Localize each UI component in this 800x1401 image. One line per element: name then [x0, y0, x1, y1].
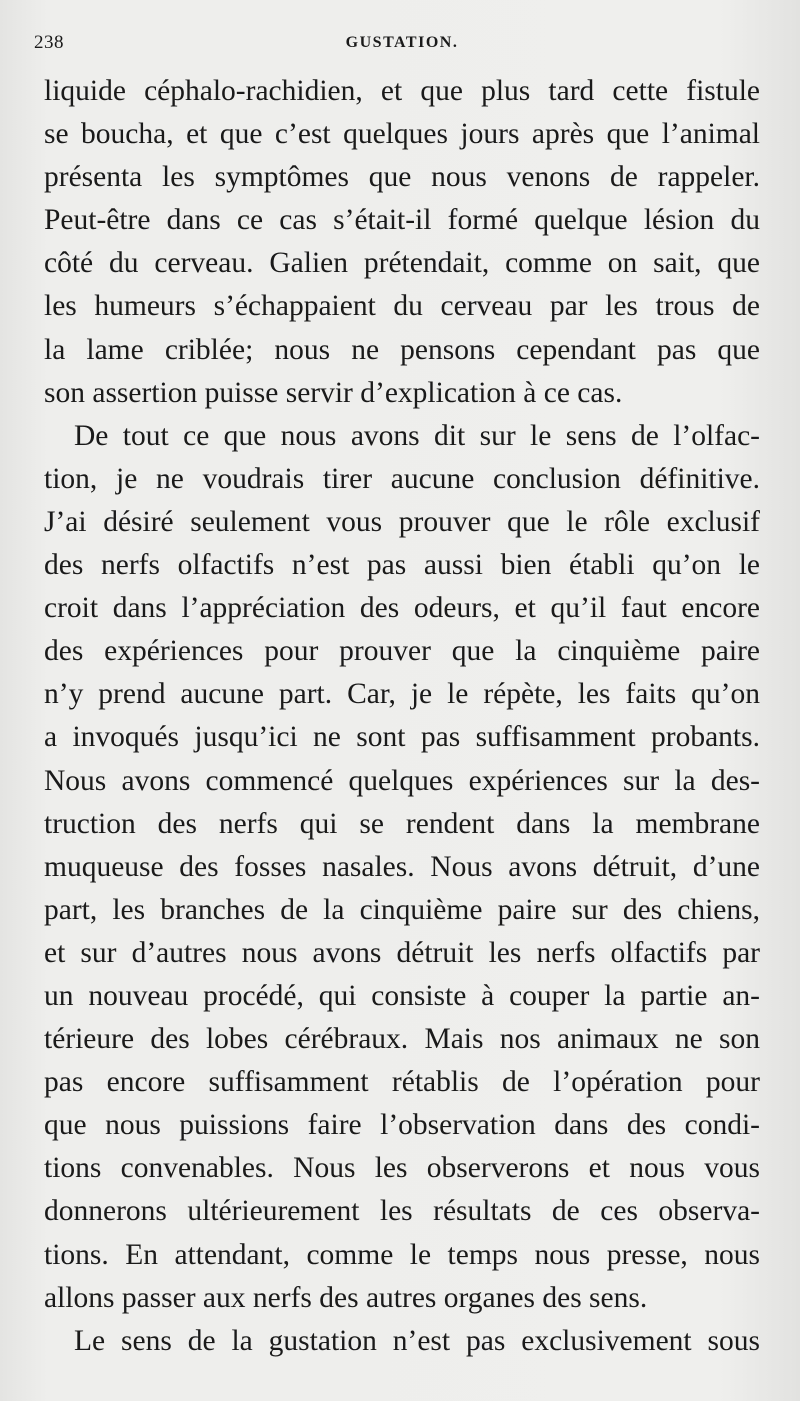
running-head: [34, 0, 760, 53]
text-line: des expériences pour prouver que la cinquième paire: [44, 635, 760, 668]
body-text: [44, 70, 760, 1363]
text-line: J’ai désiré seulement vous prouver que le rôle exclusif: [44, 505, 760, 538]
text-line: n’y prend aucune part. Car, je le répète, les faits qu’on: [44, 678, 760, 711]
text-line: Le sens de la gustation n’est pas exclusivement sous: [74, 1324, 760, 1357]
text-line: et sur d’autres nous avons détruit les nerfs olfactifs par: [44, 936, 760, 969]
text-line: allons passer aux nerfs des autres organes des sens.: [44, 1281, 648, 1314]
text-line: muqueuse des fosses nasales. Nous avons détruit, d’une: [44, 850, 760, 883]
text-line: liquide céphalo-rachidien, et que plus tard cette fistule: [44, 75, 760, 107]
text-line: son assertion puisse servir d’explication à ce cas.: [44, 376, 623, 409]
text-line: se boucha, et que c’est quelques jours après que l’animal: [44, 118, 760, 151]
text-line: un nouveau procédé, qui consiste à couper la partie an-: [44, 979, 760, 1012]
text-line: tions. En attendant, comme le temps nous presse, nous: [44, 1238, 760, 1271]
text-line: truction des nerfs qui se rendent dans la membrane: [44, 807, 760, 840]
text-line: donnerons ultérieurement les résultats de ces observa-: [44, 1195, 760, 1228]
text-line: tions convenables. Nous les observerons et nous vous: [44, 1152, 760, 1185]
text-line: térieure des lobes cérébraux. Mais nos animaux ne son: [44, 1023, 760, 1056]
text-line: part, les branches de la cinquième paire sur des chiens,: [44, 893, 760, 926]
text-line: De tout ce que nous avons dit sur le sens de l’olfac-: [74, 419, 760, 452]
text-line: pas encore suffisamment rétablis de l’opération pour: [44, 1066, 760, 1099]
running-title: GUSTATION.: [345, 34, 459, 51]
text-line: que nous puissions faire l’observation dans des condi-: [44, 1109, 760, 1142]
text-line: a invoqués jusqu’ici ne sont pas suffisamment probants.: [44, 721, 760, 754]
text-line: côté du cerveau. Galien prétendait, comme on sait, que: [44, 247, 760, 280]
text-line: croit dans l’appréciation des odeurs, et qu’il faut encore: [44, 592, 760, 625]
text-line: Peut-être dans ce cas s’était-il formé quelque lésion du: [44, 204, 760, 237]
text-line: tion, je ne voudrais tirer aucune conclusion définitive.: [44, 462, 760, 495]
text-line: Nous avons commencé quelques expériences sur la des-: [44, 764, 760, 797]
page-number: 238: [34, 32, 64, 53]
text-line: des nerfs olfactifs n’est pas aussi bien établi qu’on le: [44, 549, 760, 582]
text-line: présenta les symptômes que nous venons de rappeler.: [44, 161, 760, 194]
text-line: les humeurs s’échappaient du cerveau par les trous de: [44, 290, 760, 323]
text-line: la lame criblée; nous ne pensons cependant pas que: [44, 333, 760, 366]
